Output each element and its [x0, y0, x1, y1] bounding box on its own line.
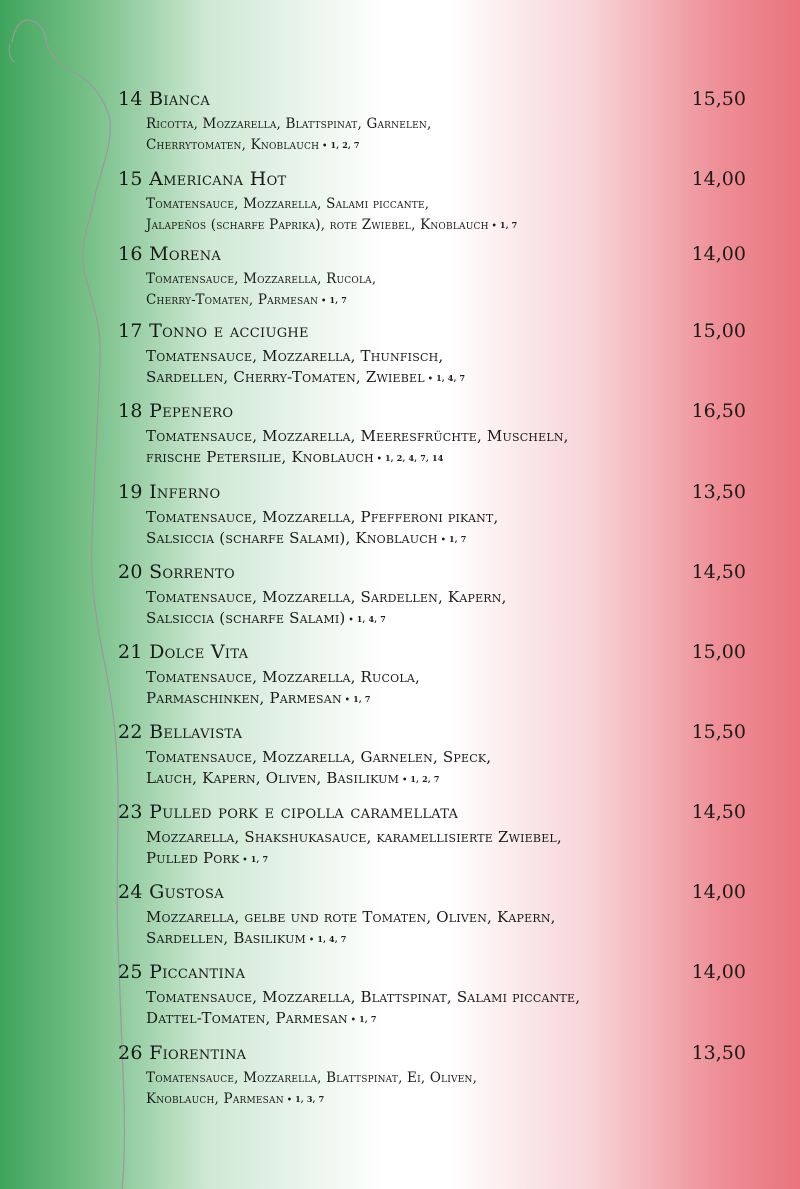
item-name: 21 Dolce Vita: [118, 641, 249, 663]
allergen-codes: • 1, 2, 7: [402, 774, 440, 784]
menu-item-22: [118, 721, 748, 790]
menu-item-21: [118, 641, 748, 710]
allergen-codes: • 1, 2, 4, 7, 14: [376, 453, 444, 463]
item-name: 20 Sorrento: [118, 561, 235, 583]
menu-item-25: [118, 961, 748, 1030]
allergen-codes: • 1, 7: [440, 534, 467, 544]
allergen-codes: • 1, 7: [344, 694, 371, 704]
item-description: Tomatensauce, Mozzarella, Rucola, Parmaschinken, Parmesan • 1, 7: [146, 668, 420, 707]
item-description: Tomatensauce, Mozzarella, Salami piccante, Jalapeños (scharfe Paprika), rote Zwiebel, Knoblauch • 1, 7: [146, 196, 518, 233]
item-price: 13,50: [691, 1042, 746, 1064]
item-name: 17 Tonno e acciughe: [118, 320, 309, 342]
item-description: Tomatensauce, Mozzarella, Garnelen, Speck, Lauch, Kapern, Oliven, Basilikum • 1, 2, 7: [146, 748, 492, 787]
menu-item-14: [118, 88, 748, 156]
item-price: 15,00: [691, 320, 746, 342]
item-description: Ricotta, Mozzarella, Blattspinat, Garnelen, Cherrytomaten, Knoblauch • 1, 2, 7: [146, 116, 432, 153]
item-name: 18 Pepenero: [118, 400, 234, 422]
item-price: 15,50: [691, 721, 746, 743]
item-name: 19 Inferno: [118, 481, 221, 503]
item-description: Mozzarella, gelbe und rote Tomaten, Oliven, Kapern, Sardellen, Basilikum • 1, 4, 7: [146, 908, 556, 947]
allergen-codes: • 1, 7: [321, 295, 347, 305]
item-description: Mozzarella, Shakshukasauce, karamellisierte Zwiebel, Pulled Pork • 1, 7: [146, 828, 562, 867]
item-name: 26 Fiorentina: [118, 1042, 247, 1064]
allergen-codes: • 1, 2, 7: [322, 140, 360, 150]
item-name: 23 Pulled pork e cipolla caramellata: [118, 801, 459, 823]
item-description: Tomatensauce, Mozzarella, Meeresfrüchte, Muscheln, frische Petersilie, Knoblauch • 1, 2, 4, 7, 14: [146, 427, 569, 466]
item-name: 16 Morena: [118, 243, 222, 265]
menu-item-17: [118, 320, 748, 389]
allergen-codes: • 1, 3, 7: [286, 1094, 325, 1104]
allergen-codes: • 1, 7: [242, 854, 269, 864]
item-name: 24 Gustosa: [118, 881, 224, 903]
allergen-codes: • 1, 4, 7: [309, 934, 347, 944]
item-description: Tomatensauce, Mozzarella, Thunfisch, Sardellen, Cherry-Tomaten, Zwiebel • 1, 4, 7: [146, 347, 466, 386]
menu-item-15: [118, 168, 748, 236]
menu-item-18: [118, 400, 748, 469]
item-price: 14,00: [691, 961, 746, 983]
item-price: 16,50: [691, 400, 746, 422]
item-name: 25 Piccantina: [118, 961, 246, 983]
item-description: Tomatensauce, Mozzarella, Sardellen, Kapern, Salsiccia (scharfe Salami) • 1, 4, 7: [146, 588, 507, 627]
allergen-codes: • 1, 7: [350, 1014, 377, 1024]
allergen-codes: • 1, 4, 7: [348, 614, 387, 624]
item-description: Tomatensauce, Mozzarella, Rucola, Cherry-Tomaten, Parmesan • 1, 7: [146, 271, 377, 308]
item-price: 13,50: [691, 481, 746, 503]
menu-item-23: [118, 801, 748, 870]
menu-item-19: [118, 481, 748, 550]
item-name: 15 Americana Hot: [118, 168, 287, 190]
item-description: Tomatensauce, Mozzarella, Blattspinat, Salami piccante, Dattel-Tomaten, Parmesan • 1, 7: [146, 988, 581, 1027]
menu-item-20: [118, 561, 748, 630]
item-price: 14,50: [691, 801, 746, 823]
allergen-codes: • 1, 7: [491, 220, 518, 230]
allergen-codes: • 1, 4, 7: [427, 373, 466, 383]
item-name: 22 Bellavista: [118, 721, 243, 743]
item-price: 15,00: [691, 641, 746, 663]
item-description: Tomatensauce, Mozzarella, Pfefferoni pikant, Salsiccia (scharfe Salami), Knoblauch • 1, 7: [146, 508, 499, 547]
item-price: 15,50: [691, 88, 746, 110]
menu-item-26: [118, 1042, 748, 1110]
item-name: 14 Bianca: [118, 88, 211, 110]
item-price: 14,00: [691, 243, 746, 265]
item-price: 14,00: [691, 881, 746, 903]
menu-item-16: [118, 243, 748, 311]
menu-item-24: [118, 881, 748, 950]
item-price: 14,00: [691, 168, 746, 190]
item-price: 14,50: [691, 561, 746, 583]
item-description: Tomatensauce, Mozzarella, Blattspinat, Ei, Oliven, Knoblauch, Parmesan • 1, 3, 7: [146, 1070, 478, 1107]
